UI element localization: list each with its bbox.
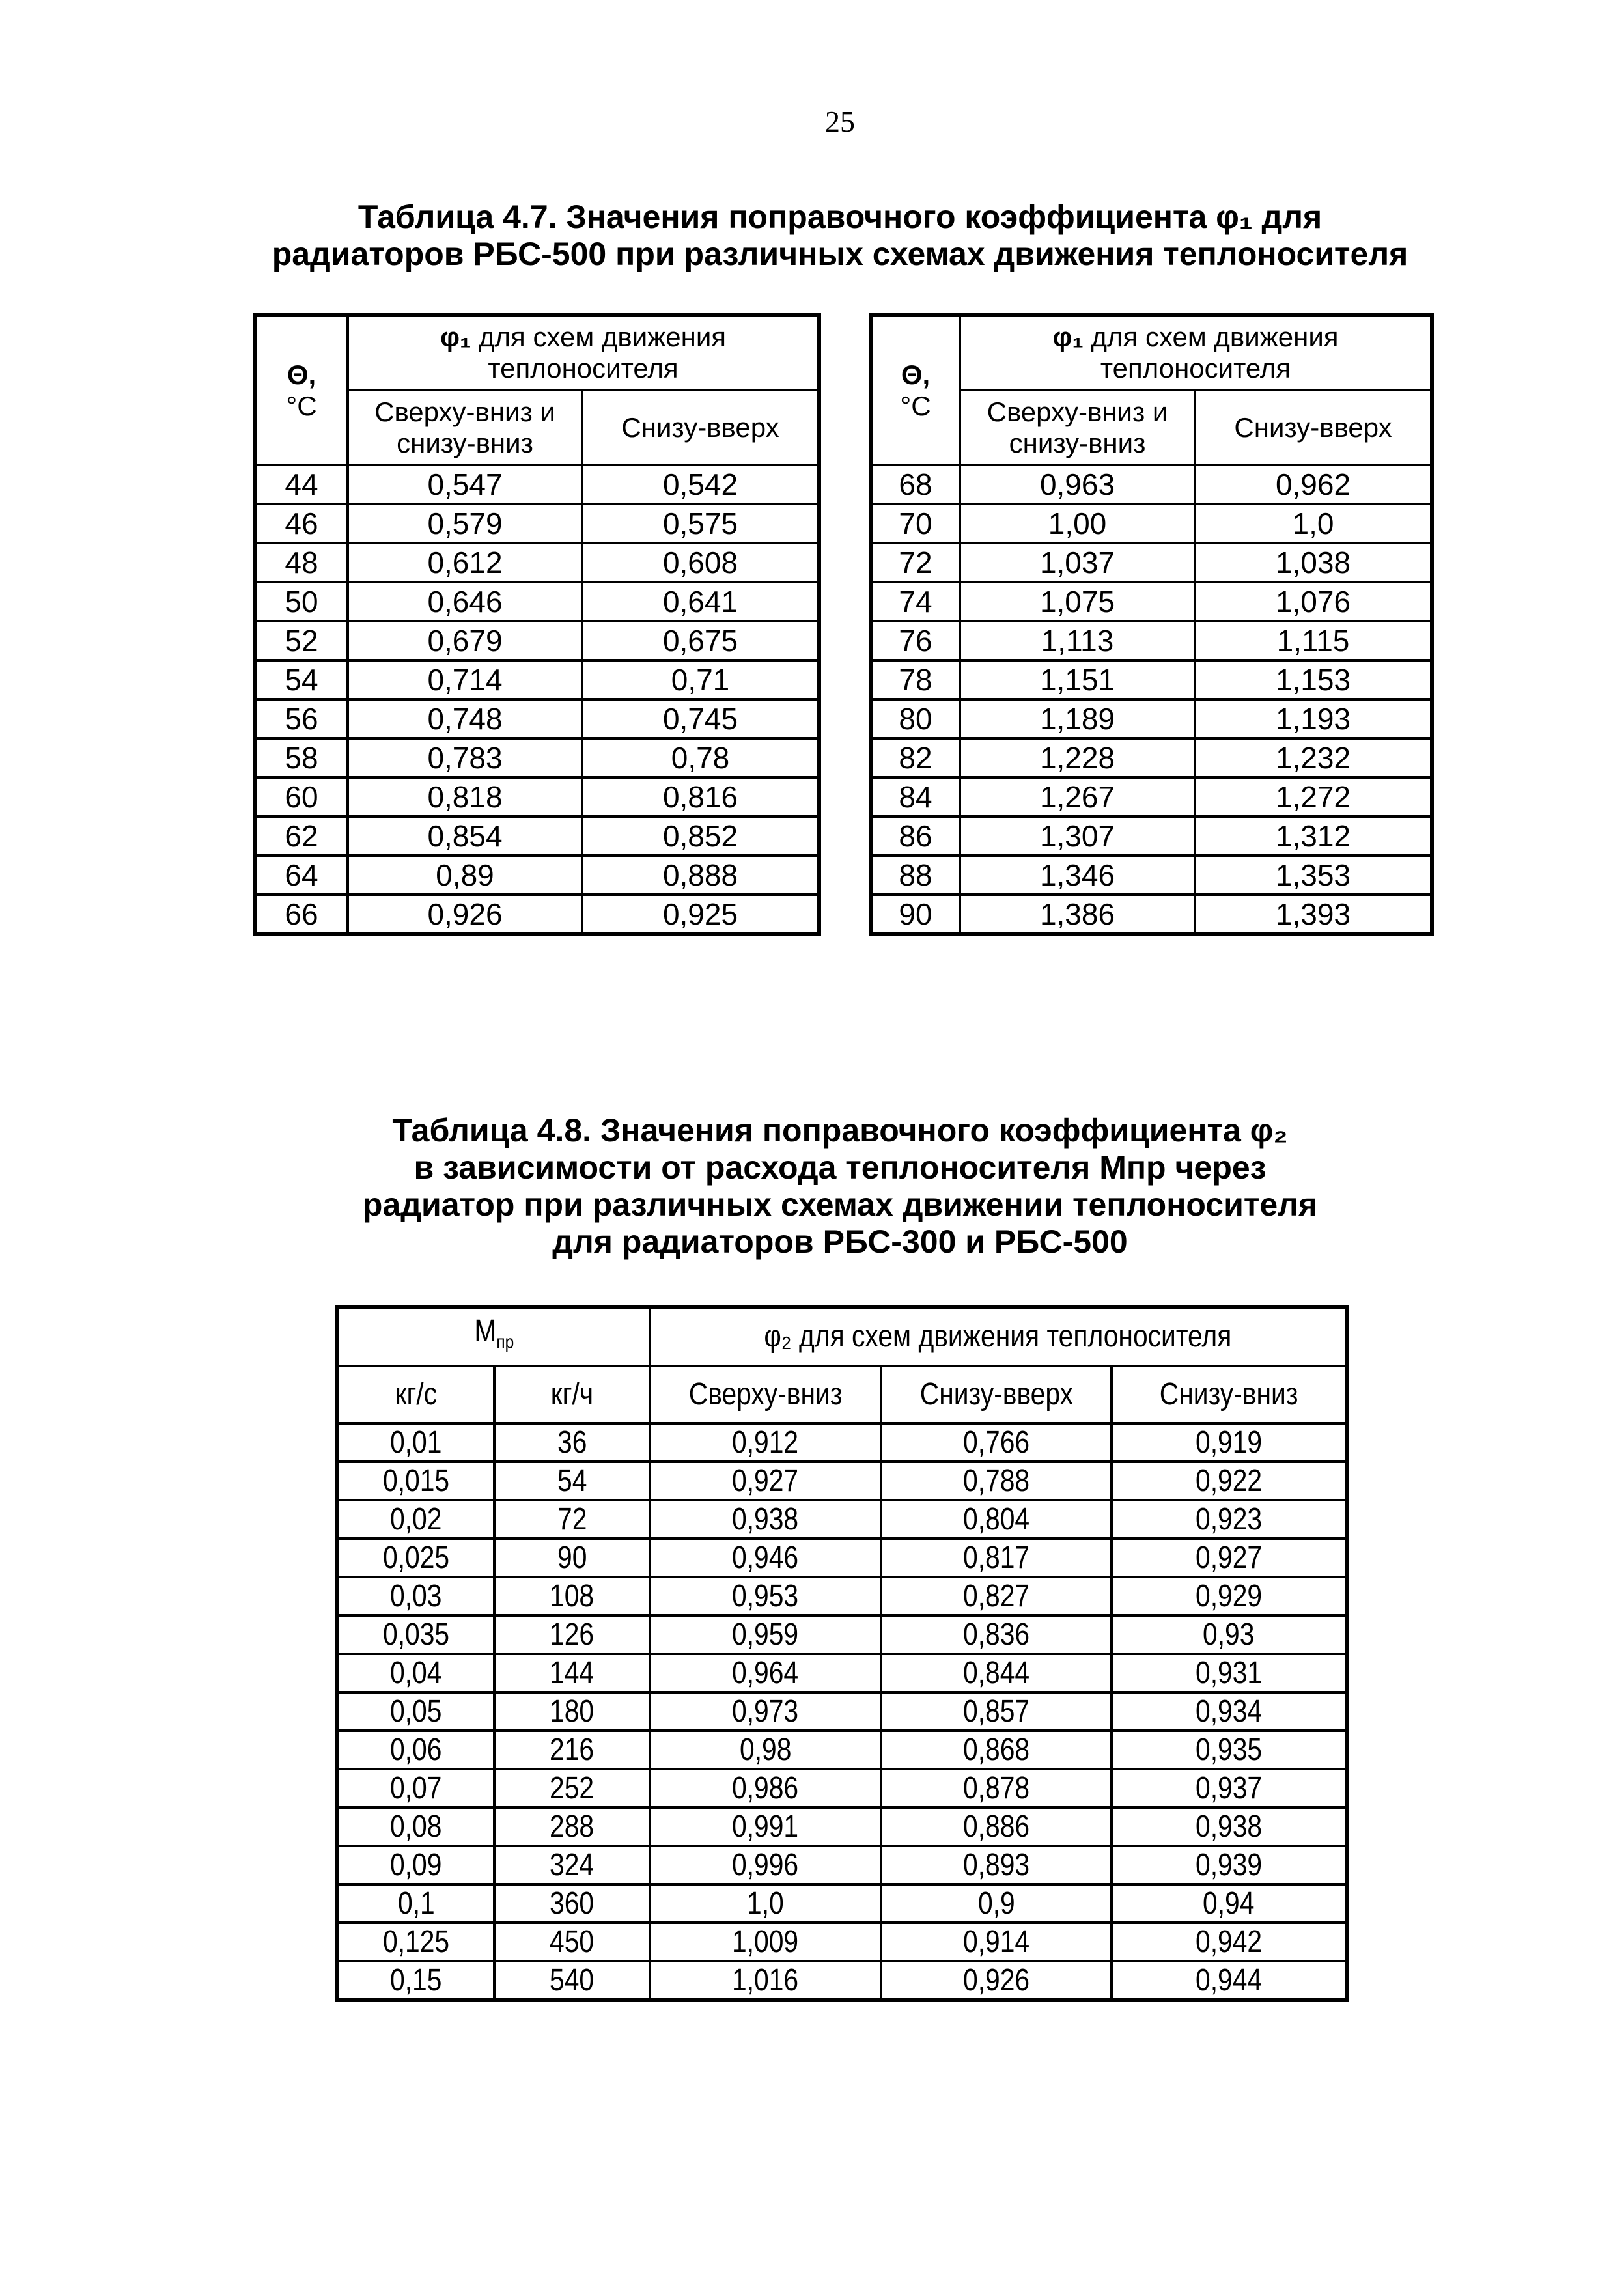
table-row [255, 504, 819, 543]
cell-value: 180 [550, 1694, 595, 1729]
theta-cell: 48 [255, 543, 348, 582]
top-down-cell [650, 1807, 881, 1846]
cell-value: 72 [557, 1501, 587, 1537]
table-row [255, 543, 819, 582]
theta-cell: 74 [871, 582, 960, 621]
cell-value: 324 [550, 1847, 595, 1882]
kgs-cell [337, 1500, 494, 1539]
cell-value: 0,93 [1203, 1617, 1255, 1652]
cell-value: 126 [550, 1617, 595, 1652]
bottom-up-cell: 0,888 [582, 856, 819, 895]
table-4-8-title [0, 1112, 1624, 1261]
title-line: в зависимости от расхода теплоносителя Mпр через [413, 1149, 1267, 1186]
cell-value: 0,09 [390, 1847, 442, 1882]
top-down-cell: 1,267 [960, 777, 1195, 816]
top-down-cell [650, 1731, 881, 1769]
theta-header: Θ, °C [871, 315, 960, 465]
kgs-cell [337, 1654, 494, 1692]
bottom-up-cell [881, 1462, 1112, 1500]
theta-cell: 76 [871, 621, 960, 660]
top-down-cell [650, 1577, 881, 1615]
table-row [255, 465, 819, 504]
table-row [337, 1884, 1347, 1923]
bottom-down-cell [1112, 1577, 1347, 1615]
table-4-7-right [869, 313, 1434, 936]
bottom-up-cell: 0,71 [582, 660, 819, 699]
cell-value: 0,919 [1195, 1425, 1263, 1460]
cell-value: 252 [550, 1770, 595, 1806]
top-down-cell [650, 1846, 881, 1884]
cell-value: 0,914 [962, 1924, 1030, 1959]
table-row [871, 543, 1432, 582]
kgs-cell [337, 1807, 494, 1846]
cell-value: 1,009 [732, 1924, 799, 1959]
kgh-cell [494, 1577, 650, 1615]
top-down-cell [650, 1769, 881, 1807]
cell-value: 0,06 [390, 1732, 442, 1767]
bottom-down-cell [1112, 1961, 1347, 2000]
title-line: радиатор при различных схемах движении теплоносителя [362, 1186, 1318, 1223]
top-down-cell: 1,151 [960, 660, 1195, 699]
col-header-bottom-up: Снизу-вверх [881, 1366, 1112, 1423]
cell-value: 0,015 [382, 1463, 450, 1498]
cell-value: 0,938 [1195, 1809, 1263, 1844]
table-row [337, 1923, 1347, 1961]
cell-value: 0,01 [390, 1425, 442, 1460]
kgs-cell [337, 1731, 494, 1769]
cell-value: 0,996 [732, 1847, 799, 1882]
top-down-cell [650, 1884, 881, 1923]
bottom-up-cell [881, 1615, 1112, 1654]
bottom-up-cell: 0,925 [582, 895, 819, 934]
theta-cell: 62 [255, 816, 348, 856]
cell-value: 0,929 [1195, 1578, 1263, 1613]
cell-value: 0,857 [962, 1694, 1030, 1729]
table-row [337, 1769, 1347, 1807]
bottom-up-cell: 1,115 [1195, 621, 1432, 660]
top-down-cell [650, 1500, 881, 1539]
table-4-7-left [253, 313, 821, 936]
cell-value: 0,868 [962, 1732, 1030, 1767]
theta-cell: 54 [255, 660, 348, 699]
top-down-cell: 0,547 [348, 465, 582, 504]
cell-value: 540 [550, 1962, 595, 1998]
table-row [337, 1462, 1347, 1500]
bottom-up-cell: 0,962 [1195, 465, 1432, 504]
cell-value: 0,766 [962, 1425, 1030, 1460]
cell-value: 216 [550, 1732, 595, 1767]
top-down-cell [650, 1539, 881, 1577]
bottom-up-cell: 0,745 [582, 699, 819, 738]
table-row [337, 1846, 1347, 1884]
bottom-up-cell: 1,232 [1195, 738, 1432, 777]
table-row [871, 816, 1432, 856]
table-row [255, 856, 819, 895]
top-down-cell: 0,714 [348, 660, 582, 699]
cell-value: 108 [550, 1578, 595, 1613]
kgh-cell [494, 1539, 650, 1577]
cell-value: 0,08 [390, 1809, 442, 1844]
mass-flow-header: $M_{пр}$ [337, 1307, 650, 1366]
top-down-cell: 0,854 [348, 816, 582, 856]
top-down-cell [650, 1961, 881, 2000]
top-down-cell: 1,346 [960, 856, 1195, 895]
cell-value: 0,9 [977, 1886, 1015, 1921]
table-4-8 [335, 1305, 1349, 2002]
bottom-up-cell [881, 1961, 1112, 2000]
cell-value: 0,934 [1195, 1694, 1263, 1729]
title-line: для радиаторов РБС-300 и РБС-500 [552, 1223, 1128, 1260]
col-header-kgs: кг/с [337, 1366, 494, 1423]
kgs-cell [337, 1577, 494, 1615]
table-row [255, 777, 819, 816]
bottom-down-cell [1112, 1500, 1347, 1539]
bottom-up-cell [881, 1731, 1112, 1769]
cell-value: 0,844 [962, 1655, 1030, 1690]
cell-value: 0,942 [1195, 1924, 1263, 1959]
bottom-up-cell: 1,076 [1195, 582, 1432, 621]
table-row [337, 1654, 1347, 1692]
cell-value: 450 [550, 1924, 595, 1959]
top-down-cell [650, 1615, 881, 1654]
theta-cell: 50 [255, 582, 348, 621]
table-row [871, 699, 1432, 738]
kgh-cell [494, 1692, 650, 1731]
cell-value: 0,927 [1195, 1540, 1263, 1575]
top-down-cell: 1,386 [960, 895, 1195, 934]
cell-value: 0,98 [739, 1732, 792, 1767]
table-row [871, 895, 1432, 934]
theta-cell: 58 [255, 738, 348, 777]
cell-value: 0,912 [732, 1425, 799, 1460]
top-down-cell: 1,037 [960, 543, 1195, 582]
col-header-bottom-up: Снизу-вверх [582, 390, 819, 465]
phi-group-header: φ₁ для схем движения теплоносителя [348, 315, 819, 390]
table-row [337, 1423, 1347, 1462]
kgh-cell [494, 1769, 650, 1807]
cell-value: 0,03 [390, 1578, 442, 1613]
cell-value: 54 [557, 1463, 587, 1498]
cell-value: 0,15 [390, 1962, 442, 1998]
bottom-up-cell: 0,816 [582, 777, 819, 816]
cell-value: 360 [550, 1886, 595, 1921]
bottom-up-cell [881, 1846, 1112, 1884]
cell-value: 0,94 [1203, 1886, 1255, 1921]
table-row [337, 1500, 1347, 1539]
kgs-cell [337, 1539, 494, 1577]
theta-cell: 90 [871, 895, 960, 934]
bottom-up-cell: 0,675 [582, 621, 819, 660]
theta-cell: 86 [871, 816, 960, 856]
kgh-cell [494, 1923, 650, 1961]
top-down-cell [650, 1692, 881, 1731]
top-down-cell: 0,926 [348, 895, 582, 934]
kgs-cell [337, 1923, 494, 1961]
top-down-cell: 1,075 [960, 582, 1195, 621]
bottom-down-cell [1112, 1423, 1347, 1462]
theta-cell: 60 [255, 777, 348, 816]
kgh-cell [494, 1961, 650, 2000]
cell-value: 0,035 [382, 1617, 450, 1652]
cell-value: 90 [557, 1540, 587, 1575]
table-row [871, 738, 1432, 777]
bottom-down-cell [1112, 1692, 1347, 1731]
bottom-up-cell: 1,393 [1195, 895, 1432, 934]
bottom-down-cell [1112, 1769, 1347, 1807]
bottom-up-cell: 1,353 [1195, 856, 1432, 895]
kgs-cell [337, 1615, 494, 1654]
col-header-top-down: Сверху-вниз и снизу-вниз [348, 390, 582, 465]
theta-cell: 72 [871, 543, 960, 582]
kgh-cell [494, 1807, 650, 1846]
cell-value: 0,125 [382, 1924, 450, 1959]
cell-value: 0,04 [390, 1655, 442, 1690]
top-down-cell: 0,818 [348, 777, 582, 816]
bottom-up-cell [881, 1769, 1112, 1807]
cell-value: 36 [557, 1425, 587, 1460]
kgs-cell [337, 1692, 494, 1731]
cell-value: 0,817 [962, 1540, 1030, 1575]
cell-value: 0,986 [732, 1770, 799, 1806]
kgh-cell [494, 1462, 650, 1500]
table-row [337, 1961, 1347, 2000]
kgs-cell [337, 1462, 494, 1500]
bottom-up-cell: 1,312 [1195, 816, 1432, 856]
top-down-cell [650, 1462, 881, 1500]
table-row [871, 504, 1432, 543]
cell-value: 144 [550, 1655, 595, 1690]
top-down-cell: 1,189 [960, 699, 1195, 738]
table-row [871, 660, 1432, 699]
cell-value: 0,944 [1195, 1962, 1263, 1998]
kgs-cell [337, 1423, 494, 1462]
top-down-cell: 1,00 [960, 504, 1195, 543]
table-row [871, 856, 1432, 895]
bottom-up-cell: 1,038 [1195, 543, 1432, 582]
cell-value: 0,893 [962, 1847, 1030, 1882]
top-down-cell: 0,963 [960, 465, 1195, 504]
top-down-cell: 0,679 [348, 621, 582, 660]
cell-value: 0,923 [1195, 1501, 1263, 1537]
kgh-cell [494, 1615, 650, 1654]
cell-value: 0,964 [732, 1655, 799, 1690]
bottom-down-cell [1112, 1462, 1347, 1500]
col-header-bottom-down: Снизу-вниз [1112, 1366, 1347, 1423]
table-row [255, 621, 819, 660]
cell-value: 0,927 [732, 1463, 799, 1498]
cell-value: 0,973 [732, 1694, 799, 1729]
table-row [871, 582, 1432, 621]
theta-cell: 64 [255, 856, 348, 895]
table-row [337, 1577, 1347, 1615]
table-row [255, 699, 819, 738]
cell-value: 1,0 [747, 1886, 784, 1921]
bottom-down-cell [1112, 1654, 1347, 1692]
cell-value: 0,878 [962, 1770, 1030, 1806]
title-line: Таблица 4.7. Значения поправочного коэффициента φ₁ для [357, 199, 1323, 235]
table-row [337, 1807, 1347, 1846]
theta-cell: 52 [255, 621, 348, 660]
theta-cell: 44 [255, 465, 348, 504]
cell-value: 0,827 [962, 1578, 1030, 1613]
col-header-bottom-up: Снизу-вверх [1195, 390, 1432, 465]
cell-value: 0,953 [732, 1578, 799, 1613]
kgh-cell [494, 1500, 650, 1539]
theta-cell: 88 [871, 856, 960, 895]
bottom-up-cell: 0,852 [582, 816, 819, 856]
top-down-cell: 0,579 [348, 504, 582, 543]
theta-cell: 46 [255, 504, 348, 543]
theta-header: Θ, °C [255, 315, 348, 465]
table-row [337, 1692, 1347, 1731]
bottom-up-cell: 0,641 [582, 582, 819, 621]
cell-value: 0,931 [1195, 1655, 1263, 1690]
theta-cell: 70 [871, 504, 960, 543]
bottom-down-cell [1112, 1731, 1347, 1769]
cell-value: 0,05 [390, 1694, 442, 1729]
table-row [255, 895, 819, 934]
phi-group-header: φ₁ для схем движения теплоносителя [960, 315, 1432, 390]
cell-value: 0,804 [962, 1501, 1030, 1537]
top-down-cell [650, 1654, 881, 1692]
bottom-up-cell: 1,272 [1195, 777, 1432, 816]
bottom-up-cell [881, 1500, 1112, 1539]
kgh-cell [494, 1846, 650, 1884]
top-down-cell [650, 1423, 881, 1462]
bottom-up-cell [881, 1692, 1112, 1731]
kgh-cell [494, 1731, 650, 1769]
bottom-down-cell [1112, 1884, 1347, 1923]
cell-value: 0,926 [962, 1962, 1030, 1998]
cell-value: 0,788 [962, 1463, 1030, 1498]
bottom-up-cell: 1,0 [1195, 504, 1432, 543]
bottom-down-cell [1112, 1539, 1347, 1577]
bottom-up-cell: 0,575 [582, 504, 819, 543]
kgs-cell [337, 1884, 494, 1923]
cell-value: 1,016 [732, 1962, 799, 1998]
table-row [255, 660, 819, 699]
bottom-up-cell [881, 1654, 1112, 1692]
top-down-cell: 1,307 [960, 816, 1195, 856]
kgh-cell [494, 1423, 650, 1462]
title-line: Таблица 4.8. Значения поправочного коэффициента φ₂ [392, 1112, 1288, 1149]
cell-value: 0,946 [732, 1540, 799, 1575]
table-row [255, 816, 819, 856]
cell-value: 0,07 [390, 1770, 442, 1806]
bottom-up-cell: 1,193 [1195, 699, 1432, 738]
theta-cell: 82 [871, 738, 960, 777]
cell-value: 0,991 [732, 1809, 799, 1844]
bottom-up-cell [881, 1884, 1112, 1923]
col-header-top-down: Сверху-вниз [650, 1366, 881, 1423]
kgs-cell [337, 1769, 494, 1807]
table-row [255, 738, 819, 777]
theta-cell: 84 [871, 777, 960, 816]
top-down-cell: 0,783 [348, 738, 582, 777]
bottom-up-cell [881, 1539, 1112, 1577]
kgh-cell [494, 1884, 650, 1923]
cell-value: 0,836 [962, 1617, 1030, 1652]
phi2-group-header: φ₂ для схем движения теплоносителя [650, 1307, 1347, 1366]
top-down-cell: 1,113 [960, 621, 1195, 660]
cell-value: 0,025 [382, 1540, 450, 1575]
theta-cell: 66 [255, 895, 348, 934]
top-down-cell: 0,612 [348, 543, 582, 582]
col-header-kgh: кг/ч [494, 1366, 650, 1423]
table-row [337, 1615, 1347, 1654]
bottom-up-cell [881, 1423, 1112, 1462]
bottom-up-cell: 1,153 [1195, 660, 1432, 699]
page-number: 25 [825, 105, 855, 138]
bottom-up-cell: 0,78 [582, 738, 819, 777]
cell-value: 0,922 [1195, 1463, 1263, 1498]
table-row [871, 777, 1432, 816]
kgh-cell [494, 1654, 650, 1692]
bottom-down-cell [1112, 1846, 1347, 1884]
table-4-7-title [0, 199, 1624, 273]
title-line: радиаторов РБС-500 при различных схемах движения теплоносителя [272, 236, 1408, 272]
cell-value: 0,886 [962, 1809, 1030, 1844]
cell-value: 0,02 [390, 1501, 442, 1537]
top-down-cell: 1,228 [960, 738, 1195, 777]
top-down-cell: 0,748 [348, 699, 582, 738]
theta-cell: 68 [871, 465, 960, 504]
table-row [337, 1539, 1347, 1577]
bottom-up-cell: 0,608 [582, 543, 819, 582]
table-row [337, 1731, 1347, 1769]
bottom-up-cell [881, 1923, 1112, 1961]
top-down-cell: 0,646 [348, 582, 582, 621]
col-header-top-down: Сверху-вниз и снизу-вниз [960, 390, 1195, 465]
table-row [871, 465, 1432, 504]
cell-value: 0,935 [1195, 1732, 1263, 1767]
cell-value: 288 [550, 1809, 595, 1844]
cell-value: 0,939 [1195, 1847, 1263, 1882]
kgs-cell [337, 1961, 494, 2000]
bottom-down-cell [1112, 1807, 1347, 1846]
bottom-up-cell [881, 1807, 1112, 1846]
bottom-up-cell: 0,542 [582, 465, 819, 504]
cell-value: 0,938 [732, 1501, 799, 1537]
cell-value: 0,959 [732, 1617, 799, 1652]
theta-cell: 80 [871, 699, 960, 738]
top-down-cell [650, 1923, 881, 1961]
kgs-cell [337, 1846, 494, 1884]
theta-cell: 78 [871, 660, 960, 699]
top-down-cell: 0,89 [348, 856, 582, 895]
cell-value: 0,1 [397, 1886, 435, 1921]
bottom-up-cell [881, 1577, 1112, 1615]
table-row [871, 621, 1432, 660]
theta-cell: 56 [255, 699, 348, 738]
cell-value: 0,937 [1195, 1770, 1263, 1806]
table-row [255, 582, 819, 621]
bottom-down-cell [1112, 1923, 1347, 1961]
bottom-down-cell [1112, 1615, 1347, 1654]
